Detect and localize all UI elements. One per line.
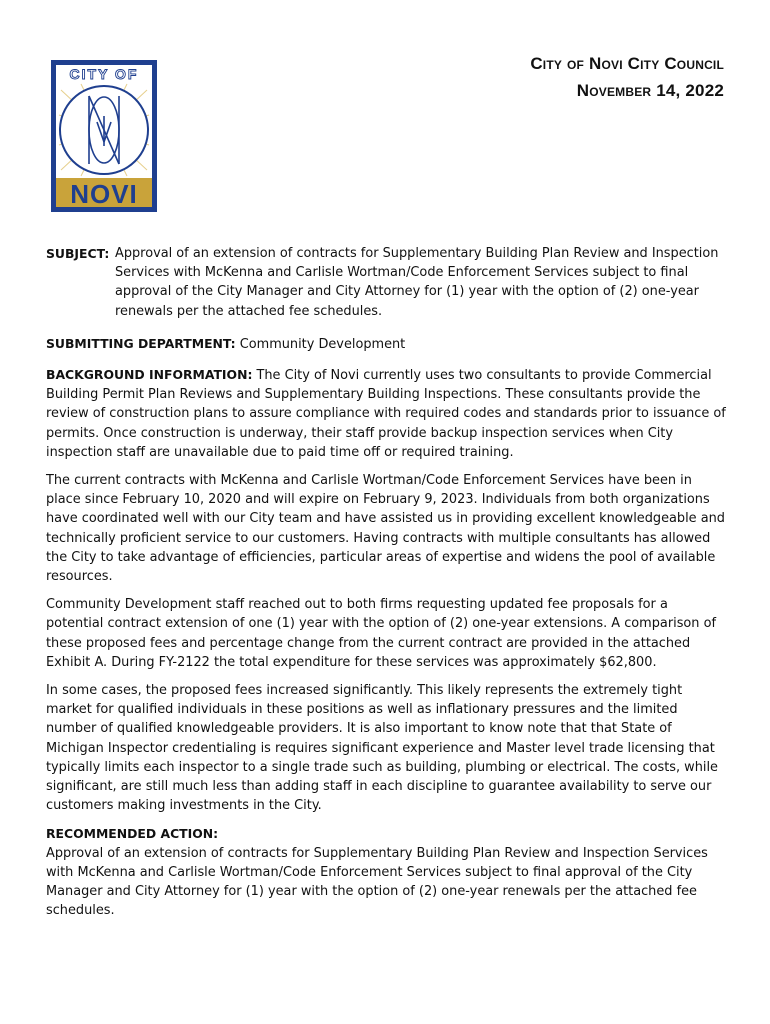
recommended-action-text: Approval of an extension of contracts for Supplementary Building Plan Review and Inspection Services with McKenna and Carlisle Wortman/Code Enforcement Services subject to final approval of the City Manager and City Attorney for (1) year with the option of (2) one-year renewals per the attached fee schedules. bbox=[46, 845, 708, 919]
document-header bbox=[530, 50, 724, 104]
background-paragraph-1 bbox=[46, 365, 726, 462]
recommended-action-section bbox=[46, 824, 726, 920]
background-paragraph-3: Community Development staff reached out to both firms requesting updated fee proposals for a potential contract extension of one (1) year with the option of (2) one-year extensions. A comparison of these proposed fees and percentage change from the current contract are provided in the attached Exhibit A. During FY-2122 the total expenditure for these services was approximately $62,800. bbox=[46, 597, 716, 670]
logo-bottom-text: NOVI bbox=[70, 179, 138, 209]
subject-text: Approval of an extension of contracts for Supplementary Building Plan Review and Inspection Services with McKenna and Carlisle Wortman/Code Enforcement Services subject to final approval of the City Manager and City Attorney for (1) year with the option of (2) one-year renewals per the attached fee schedules. bbox=[115, 246, 719, 319]
background-paragraph-2: The current contracts with McKenna and Carlisle Wortman/Code Enforcement Services have been in place since February 10, 2020 and will expire on February 9, 2023. Individuals from both organizations have coordinated well with our City team and have assisted us in providing excellent knowledgeable and technically proficient service to our customers. Having contracts with multiple consultants has allowed the City to take advantage of efficiencies, particular areas of expertise and widens the pool of available resources. bbox=[46, 473, 725, 585]
submitting-department-label: SUBMITTING DEPARTMENT: bbox=[46, 335, 236, 351]
document-body bbox=[46, 244, 726, 921]
background-paragraph-4: In some cases, the proposed fees increased significantly. This likely represents the extremely tight market for qualified individuals in these positions as well as inflationary pressures and the limited number of qualified knowledgeable providers. It is also important to know note that that State of Michigan Inspector credentialing is requires significant experience and Master level trade licensing that typically limits each inspector to a single trade such as building, plumbing or electrical. The costs, while significant, are still much less than adding staff in each discipline to guarantee availability to serve our customers making investments in the City. bbox=[46, 683, 718, 814]
background-label: BACKGROUND INFORMATION: bbox=[46, 367, 253, 383]
header-meeting-date: November 14, 2022 bbox=[576, 81, 724, 100]
submitting-department-value: Community Development bbox=[239, 336, 406, 352]
subject-label: SUBJECT: bbox=[46, 246, 110, 261]
subject-section bbox=[46, 244, 726, 321]
background-text-1: The City of Novi currently uses two consultants to provide Commercial Building Permit Plan Reviews and Supplementary Building Inspections. These consultants provide the review of construction plans to assure compliance with required codes and standards prior to issuance of permits. Once construction is underway, their staff provide backup inspection services when City inspection staff are unavailable due to paid time off or required training. bbox=[46, 368, 726, 460]
submitting-department-section bbox=[46, 334, 726, 354]
recommended-action-label: RECOMMENDED ACTION: bbox=[46, 826, 219, 842]
logo-top-text: CITY OF bbox=[69, 66, 139, 82]
header-council-title: City of Novi City Council bbox=[530, 54, 724, 73]
city-of-novi-logo bbox=[51, 60, 157, 212]
